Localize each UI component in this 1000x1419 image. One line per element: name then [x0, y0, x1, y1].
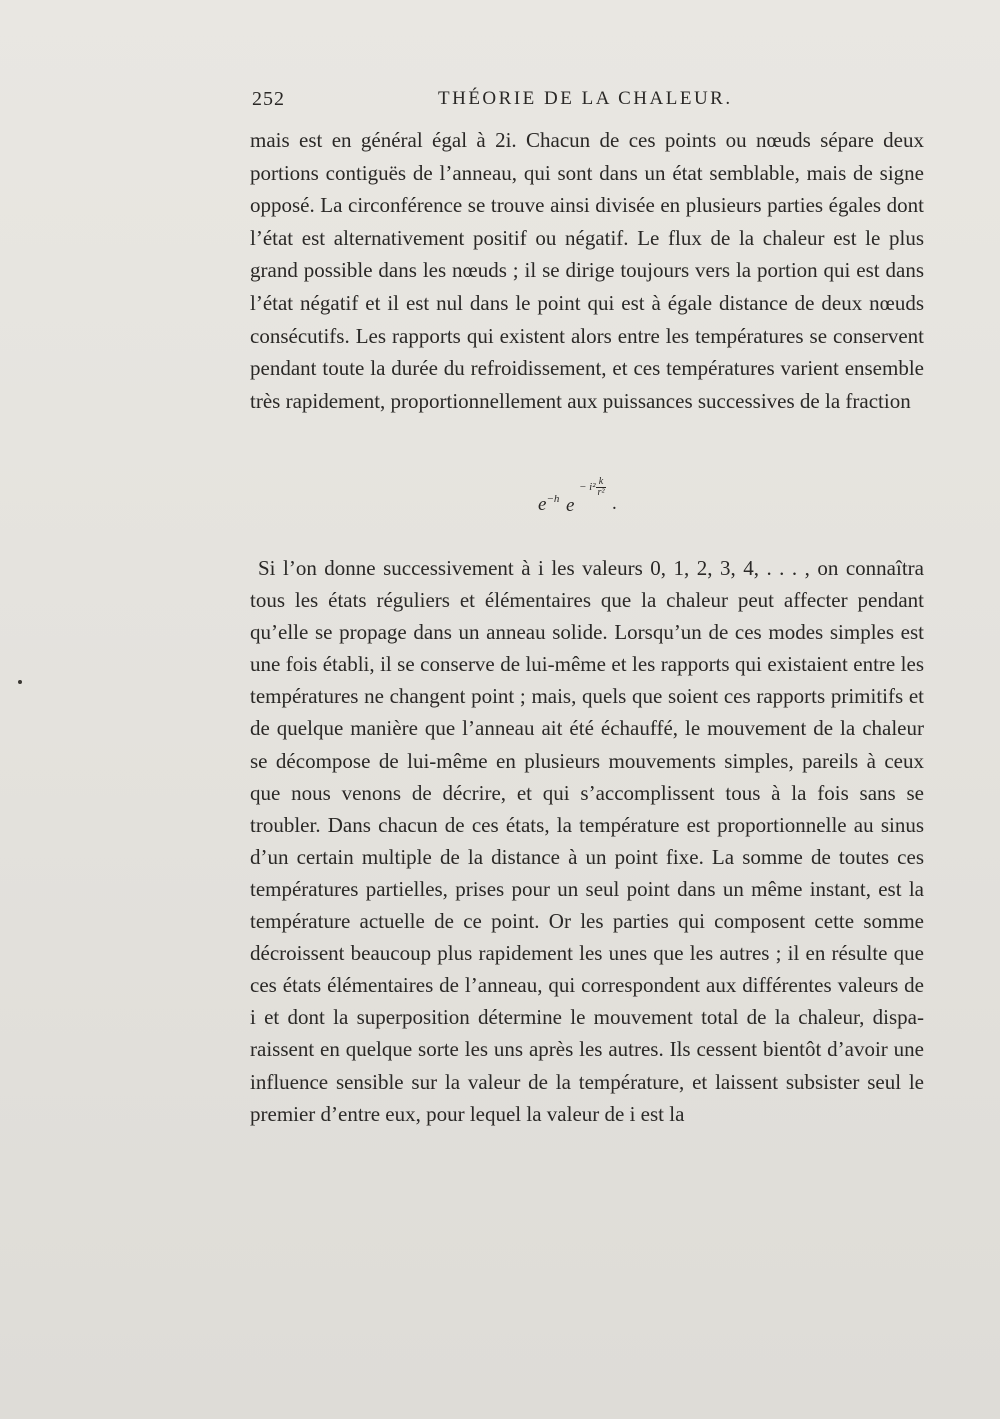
running-title: THÉORIE DE LA CHALEUR. [438, 88, 733, 109]
paragraph-2: Si l’on donne successivement à i les valeurs 0, 1, 2, 3, 4, . . . , on connaîtra tous les états réguliers et élémentaires que la chaleur peut affecter pendant qu’elle se propage dans un anneau solide. Lorsqu’un de ces modes simples est une fois établi, il se conserve de lui-même et les rapports qui existaient entre les températures ne changent point ; mais, quels que soient ces rapports primitifs et de quelque manière que l’anneau ait été échauffé, le mouvement de la chaleur se décompose de lui-même en plusieurs mouvements simples, pareils à ceux que nous venons de décrire, et qui s’accomplissent tous à la fois sans se troubler. Dans chacun de ces états, la température est proportionnelle au sinus d’un certain multiple de la distance à un point fixe. La somme de toutes ces températures partielles, prises pour un seul point dans un même instant, est la température actuelle de ce point. Or les parties qui composent cette somme décroissent beaucoup plus rapidement les unes que les autres ; il en résulte que ces états élémentaires de l’anneau, qui correspondent aux différentes valeurs de i et dont la superposition détermine le mouvement total de la chaleur, disparaissent en quelque sorte les uns après les autres. Ils cessent bientôt d’avoir une influence sensible sur la valeur de la température, et laissent subsister seul le premier d’entre eux, pour lequel la valeur de i est la [250, 556, 924, 1126]
formula-fraction [596, 477, 606, 498]
page-header [252, 88, 922, 116]
page-number: 252 [252, 88, 285, 110]
ink-speck [18, 680, 22, 684]
paragraph-1: mais est en général égal à 2i. Chacun de ces points ou nœuds sépare deux portions contiguës de l’anneau, qui sont dans un état semblable, mais de signe opposé. La circonférence se trouve ainsi divisée en plusieurs parties égales dont l’état est alternativement positif ou négatif. Le flux de la chaleur est le plus grand possible dans les nœuds ; il se dirige toujours vers la portion qui est dans l’état négatif et il est nul dans le point qui est à égale distance de deux nœuds consécutifs. Les rapports qui existent alors entre les températures se conservent pendant toute la durée du refroidissement, et ces températures varient ensemble très rapidement, proportionnellement aux puissances successives de la fraction [250, 128, 924, 413]
fraction-numerator: k [598, 476, 604, 487]
formula-exponent: − i² [579, 481, 596, 493]
formula-e: e [566, 495, 575, 516]
fraction-denominator: r² [597, 487, 605, 498]
formula-base: $e^{-h}$ [538, 493, 560, 515]
exponential-formula [538, 476, 658, 521]
formula-period: . [612, 493, 617, 514]
